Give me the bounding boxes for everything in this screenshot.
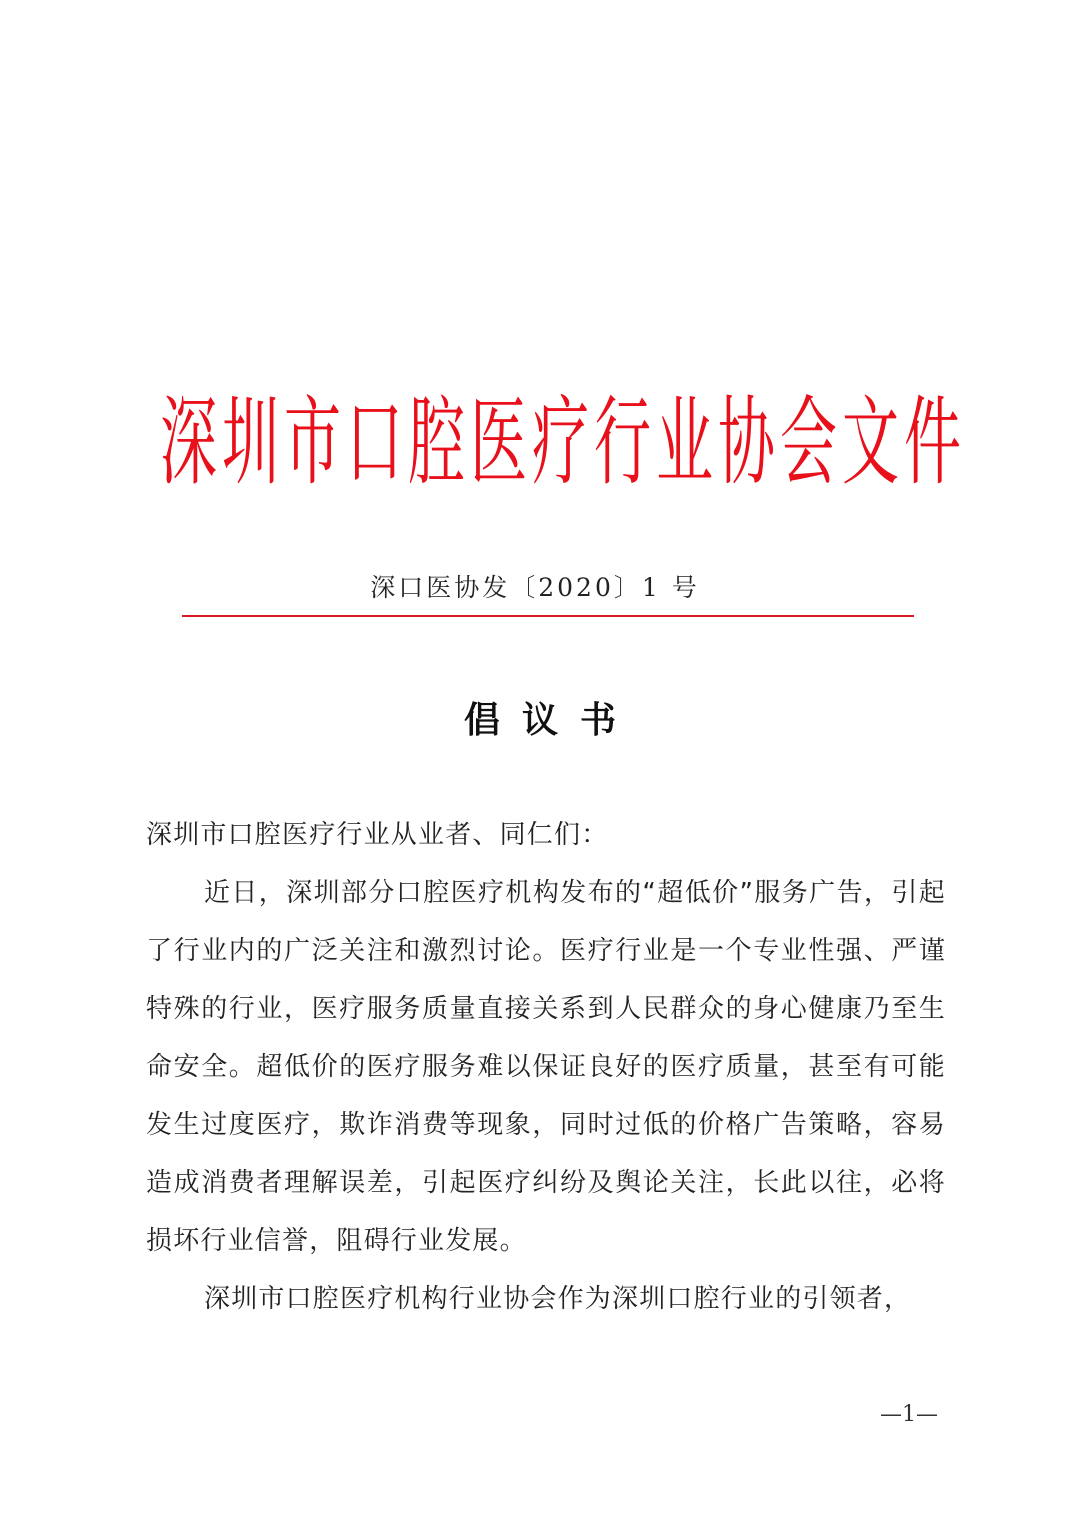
body-paragraph-2: 深圳市口腔医疗机构行业协会作为深圳口腔行业的引领者， (204, 1284, 912, 1314)
document-title: 倡议书 (463, 700, 638, 741)
document-number: 深口医协发〔2020〕1 号 (370, 573, 700, 602)
body-paragraph-1: 近日，深圳部分口腔医疗机构发布的“超低价”服务广告，引起了行业内的广泛关注和激烈讨论。医疗行业是一个专业性强、严谨特殊的行业，医疗服务质量直接关系到人民群众的身心健康乃至生命安全。超低价的医疗服务难以保证良好的医疗质量，甚至有可能发生过度医疗，欺诈消费等现象，同时过低的价格广告策略，容易造成消费者理解误差，引起医疗纠纷及舆论关注，长此以往，必将损坏行业信誉，阻碍行业发展。 (146, 878, 946, 1256)
document-masthead (160, 378, 967, 508)
document-body (146, 806, 946, 1328)
page-number: —1— (880, 1402, 938, 1427)
masthead-title: 深圳市口腔医疗行业协会文件 (160, 386, 967, 499)
salutation: 深圳市口腔医疗行业从业者、同仁们： (146, 820, 609, 850)
red-divider-line (182, 615, 914, 617)
